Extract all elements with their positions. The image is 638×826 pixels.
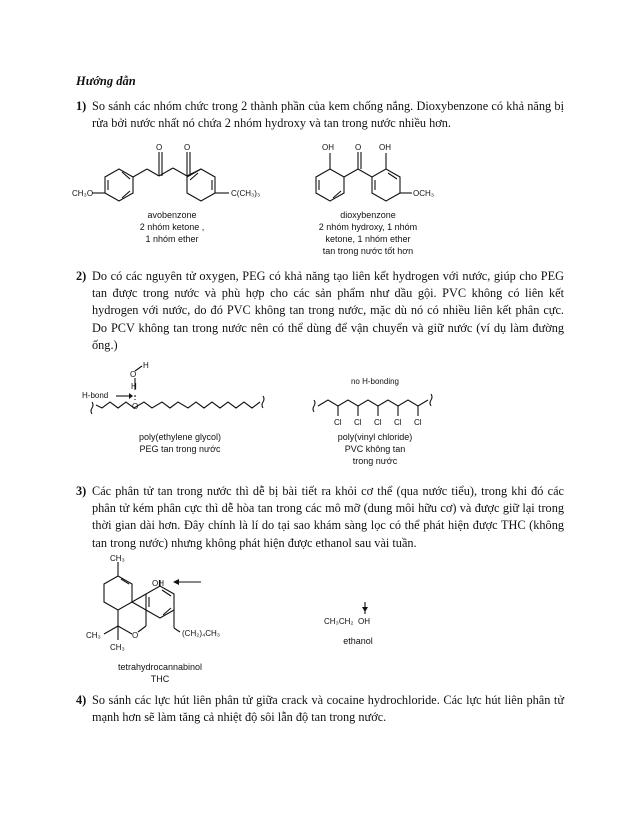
thc-ch3-bottom: CH₃ xyxy=(110,643,125,652)
peg-water-h2: H xyxy=(131,382,137,391)
peg-hbond-label: H-bond xyxy=(82,391,109,400)
peg-caption-1: poly(ethylene glycol) xyxy=(138,432,222,442)
avobenzone-caption-1: avobenzone xyxy=(147,210,197,220)
thc-caption-1: tetrahydrocannabinol xyxy=(117,662,203,672)
item-text: Do có các nguyên tử oxygen, PEG có khả năng tạo liên kết hydrogen với nước, giúp cho PEG tan được trong nước và phù hợp cho các sản phẩm như dầu gội. PVC không có liên kết hydrogen với nước, do đó PVC không tan trong nước, mặc dù nó có nhiều liên kết phân cực. Do PCV không tan trong nước nên có thể dùng để vận chuyển và giữ nước (ví dụ làm đường ống.) xyxy=(92,269,564,352)
peg-water-o: O xyxy=(130,370,137,379)
avobenzone-caption-2: 2 nhóm ketone , xyxy=(139,222,205,232)
item-number: 1) xyxy=(76,99,87,113)
ethanol-formula-left: CH₃CH₂ xyxy=(324,617,354,626)
avobenzone-ketone-o1: O xyxy=(156,143,163,152)
list-item-1 xyxy=(76,98,564,132)
peg-structure xyxy=(91,366,264,414)
peg-caption-2: PEG tan trong nước xyxy=(139,444,221,454)
ethanol-oh: OH xyxy=(358,617,370,626)
list-item-2 xyxy=(76,268,564,354)
thc-ch3-top: CH₃ xyxy=(110,554,125,563)
list-item-3 xyxy=(76,483,564,552)
pvc-caption-2: PVC không tan xyxy=(344,444,406,454)
ethanol-caption: ethanol xyxy=(343,636,373,646)
pvc-cl-5: Cl xyxy=(414,418,422,427)
dioxybenzone-caption-1: dioxybenzone xyxy=(340,210,396,220)
avobenzone-left-group: CH₃O xyxy=(72,189,94,198)
item-text: Các phân tử tan trong nước thì dễ bị bài tiết ra khỏi cơ thể (qua nước tiểu), trong khi đó các phân tử kém phân cực thì dễ hòa tan trong các mô mỡ (dung môi hữu cơ) và được giữ lại trong thời gian dài hơn. Đây chính là lí do tại sao khám sàng lọc có thể phát hiện được THC (không tan trong nước) nhưng không phát hiện được ethanol sau vài tuần. xyxy=(92,484,564,550)
avobenzone-ketone-o2: O xyxy=(184,143,191,152)
heading: Hướng dẫn xyxy=(76,74,136,88)
avobenzone-structure xyxy=(92,152,229,201)
item-number: 4) xyxy=(76,693,87,707)
dioxybenzone-structure xyxy=(316,152,412,201)
pvc-caption-1: poly(vinyl chloride) xyxy=(337,432,413,442)
figure-peg-pvc xyxy=(80,360,460,472)
thc-side-chain: (CH₂)₄CH₃ xyxy=(182,629,221,638)
pvc-no-hbond-label: no H-bonding xyxy=(350,377,400,386)
item-text: So sánh các nhóm chức trong 2 thành phần của kem chống nắng. Dioxybenzone có khả năng bị rửa bởi nước nhất nó chứa 2 nhóm hydroxy và tan trong nước nhiều hơn. xyxy=(92,99,564,131)
thc-oh: OH xyxy=(152,579,164,588)
thc-ring-o: O xyxy=(132,631,139,640)
figure-sunscreen xyxy=(72,138,492,256)
peg-water-h1: H xyxy=(143,361,149,370)
avobenzone-caption-3: 1 nhóm ether xyxy=(145,234,199,244)
dioxybenzone-caption-4: tan trong nước tốt hơn xyxy=(322,246,414,256)
dioxybenzone-right-group: OCH₃ xyxy=(413,189,435,198)
avobenzone-right-group: C(CH₃)₃ xyxy=(231,189,261,198)
dioxybenzone-caption-3: ketone, 1 nhóm ether xyxy=(325,234,411,244)
dioxybenzone-ketone-o: O xyxy=(355,143,362,152)
thc-ch3-left: CH₃ xyxy=(86,631,101,640)
item-text: So sánh các lực hút liên phân tử giữa crack và cocaine hydrochloride. Các lực hút liên phân tử mạnh hơn sẽ làm tăng cả nhiệt độ sôi lẫn độ tan trong nước. xyxy=(92,693,564,725)
pvc-structure xyxy=(313,394,432,416)
dioxybenzone-oh-2: OH xyxy=(379,143,391,152)
item-number: 3) xyxy=(76,484,87,498)
peg-chain-o: O xyxy=(132,402,139,411)
pvc-caption-3: trong nước xyxy=(352,456,398,466)
thc-caption-2: THC xyxy=(150,674,170,684)
pvc-cl-2: Cl xyxy=(354,418,362,427)
figure-thc-ethanol xyxy=(76,552,416,688)
pvc-cl-1: Cl xyxy=(334,418,342,427)
item-number: 2) xyxy=(76,269,87,283)
pvc-cl-4: Cl xyxy=(394,418,402,427)
pvc-cl-3: Cl xyxy=(374,418,382,427)
dioxybenzone-caption-2: 2 nhóm hydroxy, 1 nhóm xyxy=(318,222,418,232)
list-item-4 xyxy=(76,692,564,726)
dioxybenzone-oh-1: OH xyxy=(322,143,334,152)
